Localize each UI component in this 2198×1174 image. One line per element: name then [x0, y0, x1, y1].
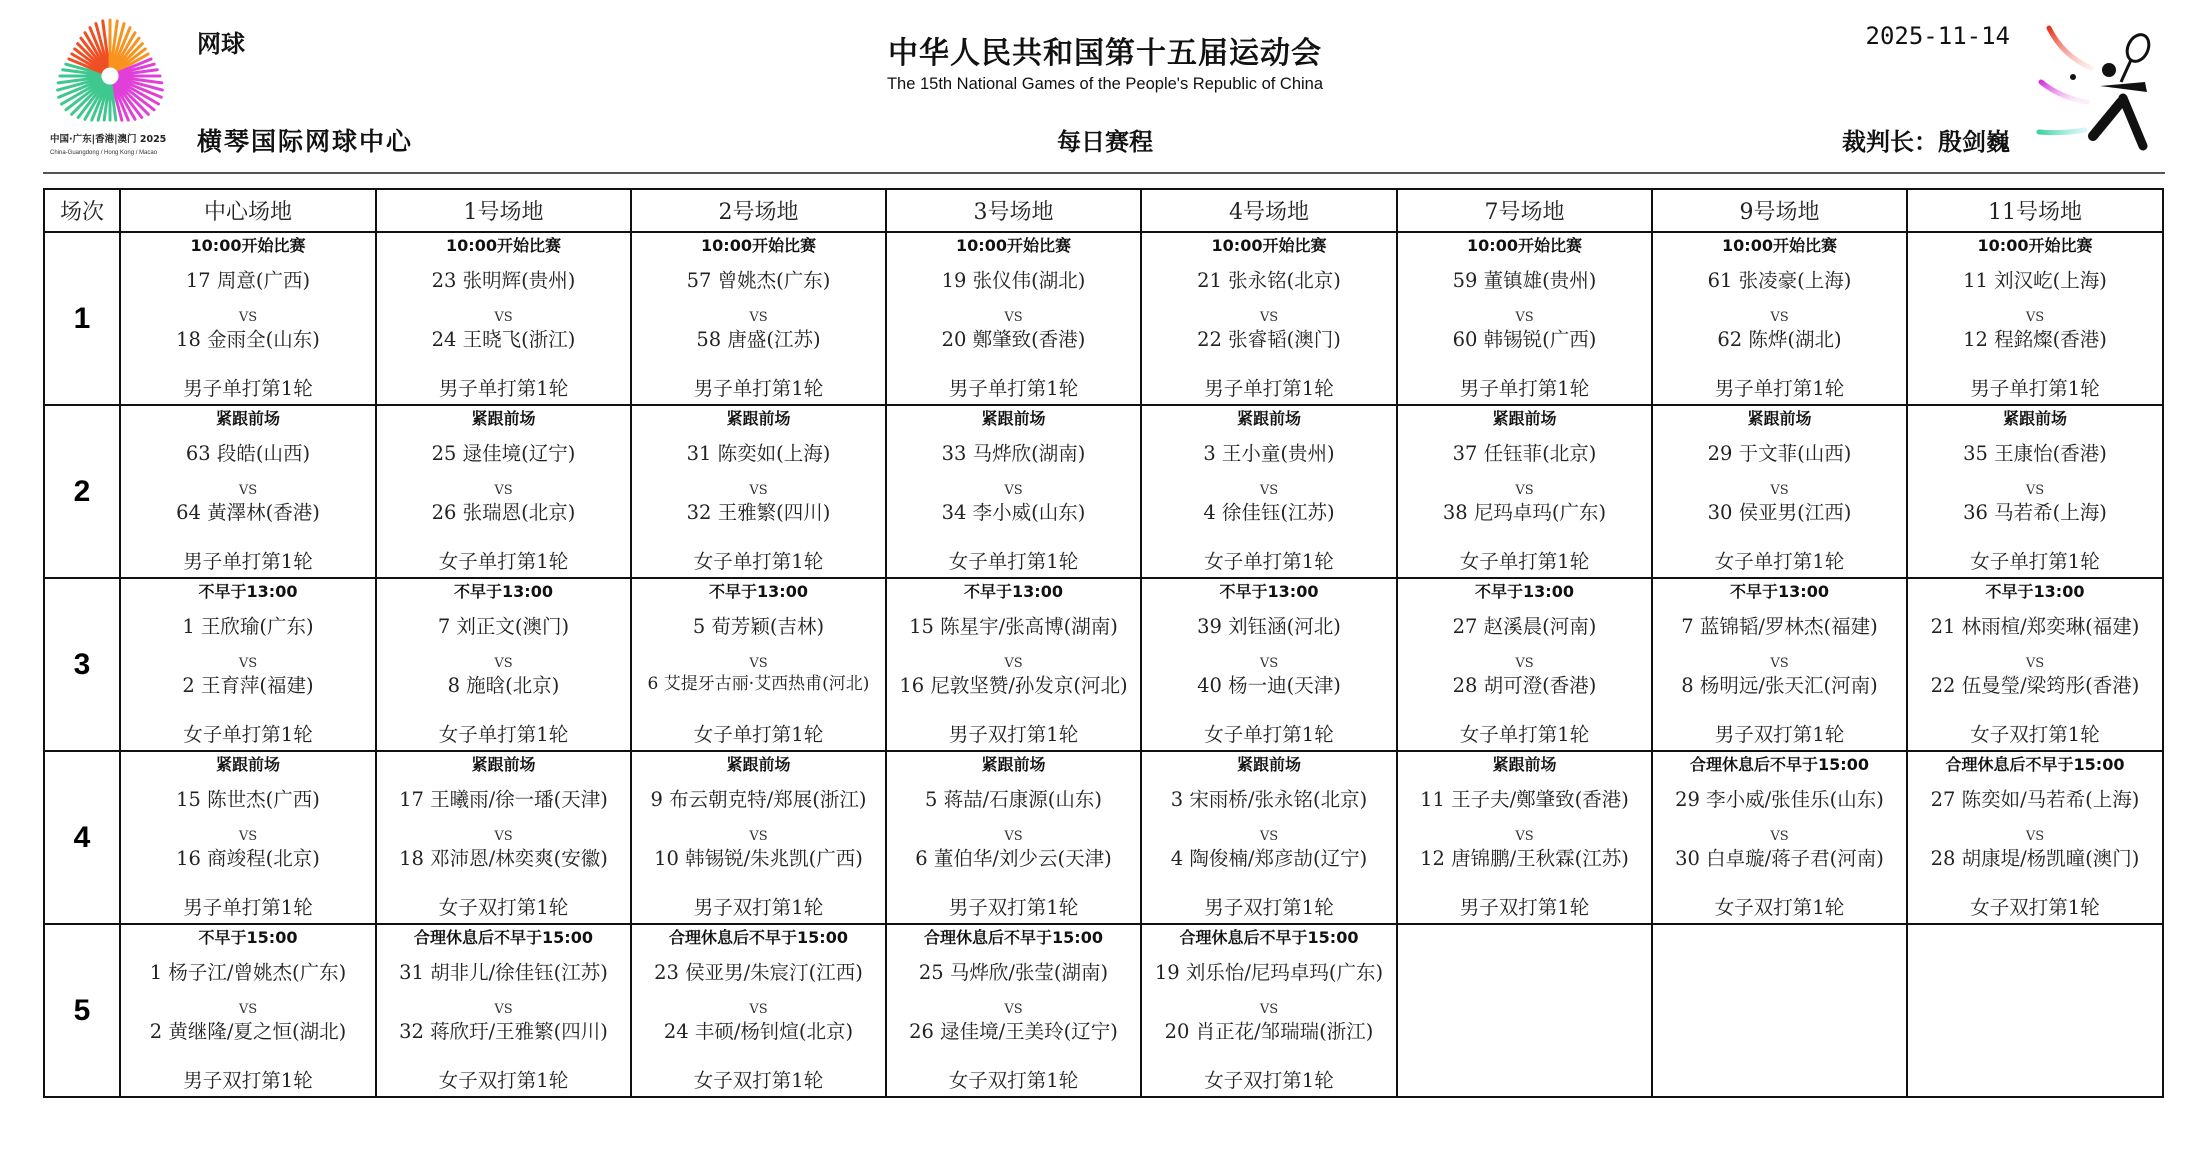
match-card — [377, 233, 630, 404]
player-two: 62 陈烨(湖北) — [1717, 328, 1842, 351]
match-start-time: 10:00开始比赛 — [701, 236, 816, 255]
match-start-time: 紧跟前场 — [726, 755, 791, 774]
round-number: 2 — [44, 405, 120, 578]
event-round: 女子单打第1轮 — [1459, 723, 1590, 746]
match-cell — [376, 751, 631, 924]
column-header-court: 9号场地 — [1652, 189, 1907, 232]
player-two: 10 韩锡锐/朱兆凯(广西) — [654, 847, 863, 870]
title-block — [700, 34, 1510, 94]
page-title: 中华人民共和国第十五届运动会 — [888, 36, 1322, 71]
player-one: 15 陈世杰(广西) — [176, 788, 320, 811]
player-two: 58 唐盛(江苏) — [696, 328, 821, 351]
match-start-time: 紧跟前场 — [1236, 755, 1301, 774]
event-round: 男子双打第1轮 — [1714, 723, 1845, 746]
player-two: 20 鄭肇致(香港) — [941, 328, 1086, 351]
vs-label: VS — [238, 483, 258, 498]
event-round: 女子单打第1轮 — [438, 550, 569, 573]
match-cell — [631, 578, 886, 751]
round-number: 4 — [44, 751, 120, 924]
player-two: 8 施晗(北京) — [447, 674, 560, 697]
match-card — [1142, 406, 1396, 577]
player-one: 27 陈奕如/马若希(上海) — [1930, 788, 2140, 811]
vs-label: VS — [1770, 656, 1789, 671]
match-start-time: 合理休息后不早于15:00 — [1690, 755, 1869, 774]
match-cell — [376, 405, 631, 578]
match-card — [377, 579, 630, 750]
match-start-time: 不早于13:00 — [1475, 582, 1574, 601]
event-round: 女子双打第1轮 — [693, 1069, 824, 1092]
player-one: 5 荀芳颖(吉林) — [692, 615, 825, 638]
player-two: 18 金雨全(山东) — [176, 328, 320, 351]
vs-label: VS — [1259, 310, 1279, 325]
event-round: 女子双打第1轮 — [1970, 723, 2100, 746]
match-cell — [1141, 578, 1397, 751]
event-round: 男子单打第1轮 — [1714, 377, 1845, 400]
match-card — [632, 406, 885, 577]
match-cell — [886, 405, 1141, 578]
match-card — [1908, 579, 2162, 750]
event-round: 女子双打第1轮 — [1970, 896, 2100, 919]
player-two: 26 逯佳境/王美玲(辽宁) — [909, 1020, 1118, 1043]
column-header-court: 2号场地 — [631, 189, 886, 232]
player-one: 23 侯亚男/朱宸汀(江西) — [654, 961, 863, 984]
player-two: 16 尼敦坚赞/孙发京(河北) — [899, 674, 1128, 697]
vs-label: VS — [494, 656, 513, 671]
player-one: 35 王康怡(香港) — [1963, 442, 2107, 465]
match-start-time: 紧跟前场 — [471, 409, 536, 428]
match-card — [1142, 579, 1396, 750]
player-two: 28 胡可澄(香港) — [1452, 674, 1597, 697]
match-start-time: 合理休息后不早于15:00 — [669, 928, 848, 947]
match-card — [121, 925, 375, 1096]
player-one: 21 张永铭(北京) — [1197, 269, 1341, 292]
match-start-time: 不早于13:00 — [709, 582, 808, 601]
vs-label: VS — [1515, 483, 1534, 498]
player-two: 60 韩锡锐(广西) — [1452, 328, 1597, 351]
sport-label: 网球 — [197, 30, 245, 58]
event-round: 男子单打第1轮 — [438, 377, 569, 400]
event-round: 女子单打第1轮 — [693, 550, 824, 573]
event-round: 女子单打第1轮 — [438, 723, 569, 746]
event-round: 女子双打第1轮 — [1714, 896, 1845, 919]
match-start-time: 不早于13:00 — [454, 582, 553, 601]
match-card — [887, 579, 1140, 750]
player-one: 3 王小童(贵州) — [1203, 442, 1335, 465]
match-cell — [1397, 751, 1652, 924]
match-card — [1653, 579, 1906, 750]
column-header-court: 3号场地 — [886, 189, 1141, 232]
player-one: 37 任钰菲(北京) — [1452, 442, 1597, 465]
schedule-label: 每日赛程 — [1057, 128, 1153, 156]
match-card — [377, 752, 630, 923]
event-round: 女子单打第1轮 — [1204, 723, 1334, 746]
vs-label: VS — [494, 829, 513, 844]
logo-caption-en: China-Guangdong / Hong Kong / Macao — [50, 150, 158, 156]
match-start-time: 紧跟前场 — [1492, 755, 1557, 774]
match-card — [1398, 233, 1651, 404]
table-header-row — [44, 189, 2163, 232]
player-two: 24 王晓飞(浙江) — [431, 328, 576, 351]
player-two: 4 陶俊楠/郑彦劼(辽宁) — [1170, 847, 1368, 870]
player-one: 1 杨子江/曾姚杰(广东) — [149, 961, 347, 984]
player-two: 6 董伯华/刘少云(天津) — [915, 847, 1112, 870]
table-row — [44, 578, 2163, 751]
event-round: 男子双打第1轮 — [1204, 896, 1334, 919]
match-start-time: 10:00开始比赛 — [446, 236, 561, 255]
match-start-time: 紧跟前场 — [726, 409, 791, 428]
player-one: 31 胡非儿/徐佳钰(江苏) — [399, 961, 608, 984]
vs-label: VS — [238, 1002, 258, 1017]
match-card — [121, 579, 375, 750]
empty-cell — [1907, 924, 2163, 1097]
player-one: 1 王欣瑜(广东) — [182, 615, 314, 638]
match-card — [121, 752, 375, 923]
vs-label: VS — [238, 656, 258, 671]
match-card — [632, 233, 885, 404]
match-cell — [120, 751, 376, 924]
column-header-court: 中心场地 — [120, 189, 376, 232]
match-cell — [631, 232, 886, 405]
event-round: 女子双打第1轮 — [438, 896, 569, 919]
player-one: 19 刘乐怡/尼玛卓玛(广东) — [1154, 961, 1384, 984]
vs-label: VS — [749, 483, 768, 498]
player-one: 21 林雨楦/郑奕琳(福建) — [1930, 615, 2140, 638]
player-two: 22 伍曼瑩/梁筠彤(香港) — [1930, 674, 2140, 697]
match-cell — [1907, 751, 2163, 924]
match-cell — [120, 405, 376, 578]
match-card — [1142, 233, 1396, 404]
match-card — [887, 925, 1140, 1096]
event-round: 男子单打第1轮 — [1970, 377, 2100, 400]
player-two: 6 艾提牙古丽·艾西热甫(河北) — [647, 674, 870, 694]
player-one: 59 董镇雄(贵州) — [1452, 269, 1597, 292]
vs-label: VS — [1515, 656, 1534, 671]
match-card — [377, 406, 630, 577]
vs-label: VS — [1004, 656, 1023, 671]
match-start-time: 不早于15:00 — [198, 928, 298, 947]
player-two: 20 肖正花/邹瑞瑞(浙江) — [1164, 1020, 1374, 1043]
match-start-time: 10:00开始比赛 — [956, 236, 1071, 255]
match-card — [887, 406, 1140, 577]
match-cell — [1397, 232, 1652, 405]
player-one: 57 曾姚杰(广东) — [686, 269, 831, 292]
vs-label: VS — [494, 1002, 513, 1017]
match-cell — [120, 924, 376, 1097]
match-card — [887, 752, 1140, 923]
vs-label: VS — [749, 1002, 768, 1017]
player-two: 18 邓沛恩/林奕爽(安徽) — [399, 847, 608, 870]
player-two: 36 马若希(上海) — [1963, 501, 2107, 524]
event-round: 男子单打第1轮 — [183, 896, 313, 919]
event-round: 男子双打第1轮 — [948, 723, 1079, 746]
event-round: 女子单打第1轮 — [1204, 550, 1334, 573]
player-one: 63 段皓(山西) — [185, 442, 311, 465]
match-start-time: 紧跟前场 — [981, 755, 1046, 774]
match-card — [1142, 752, 1396, 923]
match-card — [887, 233, 1140, 404]
player-one: 7 刘正文(澳门) — [437, 615, 570, 638]
event-round: 女子双打第1轮 — [948, 1069, 1079, 1092]
referee-label: 裁判长：殷剑巍 — [1842, 128, 2010, 156]
vs-label: VS — [1770, 310, 1789, 325]
player-two: 38 尼玛卓玛(广东) — [1442, 501, 1607, 524]
player-two: 30 白卓璇/蒋子君(河南) — [1675, 847, 1884, 870]
event-round: 男子单打第1轮 — [948, 377, 1079, 400]
vs-label: VS — [2025, 310, 2045, 325]
match-start-time: 紧跟前场 — [471, 755, 536, 774]
match-start-time: 紧跟前场 — [1747, 409, 1812, 428]
vs-label: VS — [1259, 483, 1279, 498]
player-one: 5 蒋喆/石康源(山东) — [925, 788, 1102, 811]
event-round: 女子单打第1轮 — [1459, 550, 1590, 573]
vs-label: VS — [1770, 829, 1789, 844]
match-cell — [1652, 578, 1907, 751]
match-start-time: 不早于13:00 — [1219, 582, 1319, 601]
player-one: 23 张明辉(贵州) — [431, 269, 576, 292]
player-one: 9 布云朝克特/郑展(浙江) — [650, 788, 867, 811]
player-one: 15 陈星宇/张高博(湖南) — [909, 615, 1118, 638]
vs-label: VS — [1259, 656, 1279, 671]
match-cell — [120, 578, 376, 751]
match-start-time: 不早于13:00 — [1985, 582, 2085, 601]
match-start-time: 紧跟前场 — [1492, 409, 1557, 428]
match-cell — [886, 578, 1141, 751]
match-start-time: 合理休息后不早于15:00 — [924, 928, 1103, 947]
match-start-time: 紧跟前场 — [2002, 409, 2067, 428]
event-round: 女子双打第1轮 — [1204, 1069, 1334, 1092]
schedule-table — [43, 188, 2164, 1098]
event-round: 女子单打第1轮 — [183, 723, 313, 746]
round-number: 3 — [44, 578, 120, 751]
match-start-time: 10:00开始比赛 — [1467, 236, 1582, 255]
match-card — [632, 579, 885, 750]
player-one: 11 王子夫/鄭肇致(香港) — [1420, 788, 1629, 811]
event-round: 男子双打第1轮 — [1459, 896, 1590, 919]
match-start-time: 紧跟前场 — [215, 409, 280, 428]
match-start-time: 10:00开始比赛 — [1722, 236, 1837, 255]
vs-label: VS — [1259, 829, 1279, 844]
match-start-time: 10:00开始比赛 — [190, 236, 306, 255]
player-one: 19 张仪伟(湖北) — [941, 269, 1086, 292]
event-round: 男子单打第1轮 — [693, 377, 824, 400]
table-row — [44, 924, 2163, 1097]
match-card — [1398, 752, 1651, 923]
vs-label: VS — [2025, 656, 2045, 671]
vs-label: VS — [749, 829, 768, 844]
player-one: 17 王曦雨/徐一璠(天津) — [399, 788, 608, 811]
match-cell — [1907, 578, 2163, 751]
match-card — [1653, 752, 1906, 923]
match-card — [632, 925, 885, 1096]
match-card — [1653, 406, 1906, 577]
column-header-court: 11号场地 — [1907, 189, 2163, 232]
match-card — [1653, 233, 1906, 404]
event-round: 女子单打第1轮 — [1714, 550, 1845, 573]
match-card — [632, 752, 885, 923]
match-cell — [886, 232, 1141, 405]
table-row — [44, 232, 2163, 405]
player-two: 12 程銘燦(香港) — [1963, 328, 2107, 351]
player-one: 11 刘汉屹(上海) — [1963, 269, 2107, 292]
match-card — [1142, 925, 1396, 1096]
header-divider — [43, 172, 2165, 174]
player-one: 25 马烨欣/张莹(湖南) — [918, 961, 1109, 984]
player-two: 16 商竣程(北京) — [176, 847, 320, 870]
event-round: 女子单打第1轮 — [1970, 550, 2100, 573]
player-two: 12 唐锦鹏/王秋霖(江苏) — [1420, 847, 1629, 870]
event-round: 男子双打第1轮 — [183, 1069, 313, 1092]
match-cell — [1652, 751, 1907, 924]
column-header-round: 场次 — [44, 189, 120, 232]
vs-label: VS — [1004, 483, 1023, 498]
table-row — [44, 751, 2163, 924]
match-start-time: 合理休息后不早于15:00 — [1945, 755, 2125, 774]
match-card — [121, 233, 375, 404]
logo-caption-cn: 中国·广东|香港|澳门 2025 — [50, 134, 167, 145]
player-one: 31 陈奕如(上海) — [686, 442, 831, 465]
vs-label: VS — [1770, 483, 1789, 498]
vs-label: VS — [238, 310, 258, 325]
player-two: 22 张睿韬(澳门) — [1197, 328, 1341, 351]
round-number: 5 — [44, 924, 120, 1097]
empty-cell — [1397, 924, 1652, 1097]
match-start-time: 紧跟前场 — [981, 409, 1046, 428]
match-start-time: 不早于13:00 — [198, 582, 298, 601]
match-cell — [1397, 578, 1652, 751]
player-two: 4 徐佳钰(江苏) — [1203, 501, 1335, 524]
match-start-time: 10:00开始比赛 — [1211, 236, 1327, 255]
vs-label: VS — [1259, 1002, 1279, 1017]
vs-label: VS — [1004, 829, 1023, 844]
match-start-time: 不早于13:00 — [964, 582, 1063, 601]
match-cell — [1141, 232, 1397, 405]
event-round: 男子单打第1轮 — [183, 377, 313, 400]
match-cell — [631, 751, 886, 924]
match-cell — [1141, 751, 1397, 924]
match-cell — [631, 405, 886, 578]
empty-cell — [1652, 924, 1907, 1097]
player-one: 29 于文菲(山西) — [1707, 442, 1852, 465]
table-row — [44, 405, 2163, 578]
vs-label: VS — [2025, 483, 2045, 498]
match-card — [1908, 233, 2162, 404]
match-cell — [376, 924, 631, 1097]
event-round: 女子单打第1轮 — [948, 550, 1079, 573]
match-cell — [1652, 405, 1907, 578]
vs-label: VS — [494, 483, 513, 498]
match-start-time: 合理休息后不早于15:00 — [414, 928, 593, 947]
match-cell — [1397, 405, 1652, 578]
match-start-time: 紧跟前场 — [1236, 409, 1301, 428]
match-card — [1398, 406, 1651, 577]
match-cell — [1907, 232, 2163, 405]
player-two: 2 王育萍(福建) — [182, 674, 314, 697]
event-round: 男子双打第1轮 — [948, 896, 1079, 919]
player-one: 7 蓝锦韬/罗林杰(福建) — [1681, 615, 1878, 638]
venue-label: 横琴国际网球中心 — [197, 127, 414, 156]
player-one: 29 李小威/张佳乐(山东) — [1675, 788, 1884, 811]
national-games-logo — [48, 18, 178, 166]
player-two: 2 黄继隆/夏之恒(湖北) — [149, 1020, 347, 1043]
player-two: 30 侯亚男(江西) — [1707, 501, 1852, 524]
player-one: 39 刘钰涵(河北) — [1197, 615, 1341, 638]
player-two: 32 蒋欣玗/王雅繁(四川) — [399, 1020, 608, 1043]
player-one: 17 周意(广西) — [185, 269, 311, 292]
match-start-time: 合理休息后不早于15:00 — [1179, 928, 1359, 947]
vs-label: VS — [238, 829, 258, 844]
player-one: 33 马烨欣(湖南) — [941, 442, 1086, 465]
match-cell — [1141, 405, 1397, 578]
column-header-court: 7号场地 — [1397, 189, 1652, 232]
player-two: 40 杨一迪(天津) — [1197, 674, 1341, 697]
vs-label: VS — [749, 310, 768, 325]
player-two: 64 黃澤林(香港) — [176, 501, 320, 524]
match-start-time: 不早于13:00 — [1730, 582, 1829, 601]
match-start-time: 紧跟前场 — [215, 755, 280, 774]
match-cell — [376, 578, 631, 751]
player-one: 3 宋雨桥/张永铭(北京) — [1170, 788, 1368, 811]
event-round: 女子双打第1轮 — [438, 1069, 569, 1092]
player-one: 27 赵溪晨(河南) — [1452, 615, 1597, 638]
vs-label: VS — [494, 310, 513, 325]
event-round: 女子单打第1轮 — [693, 723, 824, 746]
match-cell — [886, 924, 1141, 1097]
event-round: 男子单打第1轮 — [1459, 377, 1590, 400]
event-round: 男子双打第1轮 — [693, 896, 824, 919]
player-two: 24 丰硕/杨钊煊(北京) — [663, 1020, 854, 1043]
vs-label: VS — [1515, 310, 1534, 325]
player-two: 28 胡康堤/杨凯曈(澳门) — [1930, 847, 2140, 870]
vs-label: VS — [1515, 829, 1534, 844]
match-card — [1908, 752, 2162, 923]
event-round: 男子单打第1轮 — [1204, 377, 1334, 400]
match-cell — [120, 232, 376, 405]
vs-label: VS — [749, 656, 768, 671]
player-two: 8 杨明远/张天汇(河南) — [1681, 674, 1878, 697]
player-one: 25 逯佳境(辽宁) — [431, 442, 576, 465]
event-round: 男子单打第1轮 — [183, 550, 313, 573]
match-card — [121, 406, 375, 577]
vs-label: VS — [1004, 310, 1023, 325]
tennis-player-icon — [2035, 20, 2175, 160]
match-cell — [1907, 405, 2163, 578]
match-card — [1398, 579, 1651, 750]
player-two: 26 张瑞恩(北京) — [431, 501, 576, 524]
column-header-court: 1号场地 — [376, 189, 631, 232]
match-cell — [1141, 924, 1397, 1097]
vs-label: VS — [1004, 1002, 1023, 1017]
vs-label: VS — [2025, 829, 2045, 844]
match-card — [377, 925, 630, 1096]
player-one: 61 张凌豪(上海) — [1707, 269, 1852, 292]
match-cell — [1652, 232, 1907, 405]
match-cell — [886, 751, 1141, 924]
round-number: 1 — [44, 232, 120, 405]
match-cell — [631, 924, 886, 1097]
date-label: 2025-11-14 — [1865, 22, 2010, 50]
match-start-time: 10:00开始比赛 — [1977, 236, 2093, 255]
page-subtitle: The 15th National Games of the People's Republic of China — [886, 75, 1324, 93]
player-two: 32 王雅繁(四川) — [686, 501, 831, 524]
logo-rays-icon — [58, 20, 163, 120]
player-two: 34 李小威(山东) — [941, 501, 1086, 524]
column-header-court: 4号场地 — [1141, 189, 1397, 232]
match-card — [1908, 406, 2162, 577]
match-cell — [376, 232, 631, 405]
